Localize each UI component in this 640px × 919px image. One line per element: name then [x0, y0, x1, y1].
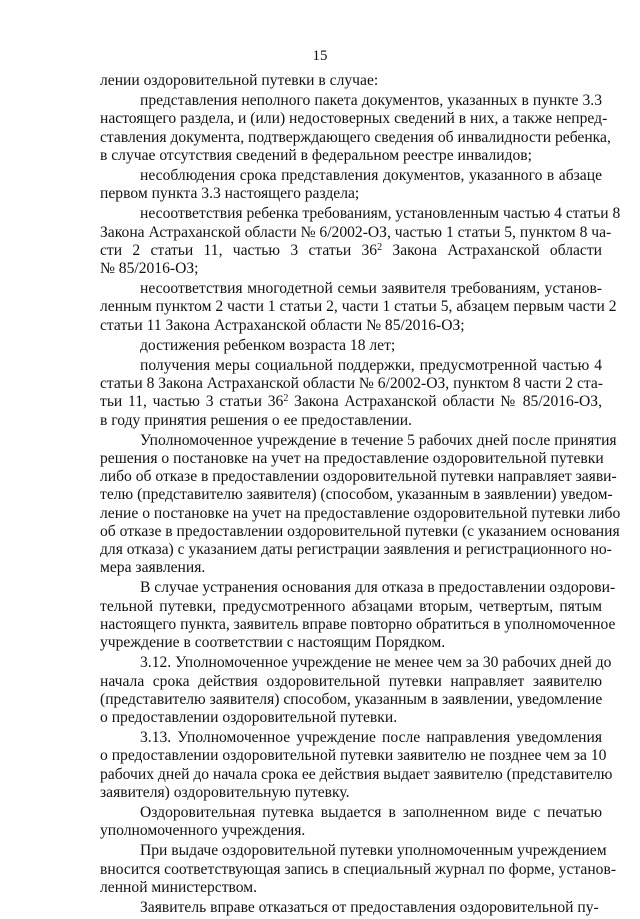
paragraph — [100, 167, 602, 203]
paragraph — [100, 729, 613, 802]
paragraph — [100, 579, 616, 652]
text-line: ставления документа, подтверждающего сведения об инвалидности ребенка, — [100, 128, 611, 146]
text-line: начала срока действия оздоровительной путевки направляет заявителю — [100, 672, 602, 690]
text-line: настоящего раздела, и (или) недостоверных сведений в них, а также непред- — [100, 110, 608, 128]
text-line: настоящего пункта, заявитель вправе повторно обратиться в уполномоченное — [100, 615, 616, 633]
text-line: об отказе в предоставлении оздоровительной путевки (с указанием основания — [100, 522, 620, 540]
text-line: рабочих дней до начала срока ее действия выдает заявителю (представителю — [100, 765, 613, 783]
paragraph — [100, 654, 612, 727]
text-line: представления неполного пакета документов, указанных в пункте 3.3 — [140, 92, 602, 110]
text-line: Заявитель вправе отказаться от предоставления оздоровительной пу- — [140, 898, 599, 916]
text-line: В случае устранения основания для отказа в предоставлении оздорови- — [140, 579, 616, 597]
text-line: № 85/2016-ОЗ; — [100, 260, 199, 278]
text-line: получения меры социальной поддержки, предусмотренной частью 4 — [140, 357, 602, 375]
text-line: в случае отсутствия сведений в федеральном реестре инвалидов; — [100, 146, 532, 164]
text-line: уполномоченного учреждения. — [100, 822, 306, 840]
paragraph — [100, 357, 602, 430]
text-line: При выдаче оздоровительной путевки уполномоченным учреждением — [140, 842, 607, 860]
paragraph — [100, 92, 611, 165]
text-line: ление о постановке на учет на предоставление оздоровительной путевки либо — [100, 504, 621, 522]
text-line: лении оздоровительной путевки в случае: — [100, 72, 379, 89]
text-line: о предоставлении оздоровительной путевки. — [100, 708, 398, 726]
text-line: либо об отказе в предоставлении оздоровительной путевки направляет заяви- — [100, 468, 617, 486]
text-line: ленной министерством. — [100, 878, 258, 896]
text-line: в году принятия решения о ее предоставлении. — [100, 411, 412, 429]
text-line: (представителю заявителя) способом, указанным в заявлении, уведомление — [100, 690, 603, 708]
paragraph — [100, 431, 621, 578]
paragraph — [100, 337, 602, 355]
text-line: тьи 11, частью 3 статьи $36^2$ Закона Астраханской области № 85/2016-ОЗ, — [100, 393, 603, 411]
paragraph — [100, 205, 621, 278]
text-line: достижения ребенком возраста 18 лет; — [140, 336, 396, 354]
paragraph — [100, 72, 602, 90]
text-line: вносится соответствующая запись в специальный журнал по форме, установ- — [100, 860, 617, 878]
text-line: 3.12. Уполномоченное учреждение не менее чем за 30 рабочих дней до — [140, 654, 612, 672]
paragraph — [100, 804, 602, 840]
text-line: ленным пунктом 2 части 1 статьи 2, части 1 статьи 5, абзацем первым части 2 — [100, 298, 617, 316]
text-line: Оздоровительная путевка выдается в заполненном виде с печатью — [140, 803, 602, 821]
page-number: 15 — [312, 48, 328, 64]
text-line: о предоставлении оздоровительной путевки заявителю не позднее чем за 10 — [100, 747, 607, 765]
text-line: телю (представителю заявителя) (способом, указанным в заявлении) уведом- — [100, 486, 613, 504]
text-line: тельной путевки, предусмотренного абзацами вторым, четвертым, пятым — [100, 597, 602, 615]
text-line: сти 2 статьи 11, частью 3 статьи $36^2$ Закона Астраханской области — [100, 241, 602, 259]
text-line: заявителя) оздоровительную путевку. — [100, 783, 350, 801]
text-line: для отказа) с указанием даты регистрации заявления и регистрационного но- — [100, 541, 612, 559]
text-line: решения о постановке на учет на предоставление оздоровительной путевки — [100, 450, 604, 468]
paragraph — [100, 280, 617, 335]
document-body — [100, 72, 621, 919]
text-line: статьи 11 Закона Астраханской области № 85/2016-ОЗ; — [100, 316, 465, 334]
text-line: мера заявления. — [100, 559, 206, 577]
text-line: несоответствия ребенка требованиям, установленным частью 4 статьи 8 — [140, 205, 621, 223]
paragraph — [100, 899, 602, 917]
text-line: учреждение в соответствии с настоящим Порядком. — [100, 634, 446, 652]
text-line: Уполномоченное учреждение в течение 5 рабочих дней после принятия — [140, 431, 617, 449]
text-line: несоответствия многодетной семьи заявителя требованиям, установ- — [140, 280, 602, 298]
text-line: статьи 8 Закона Астраханской области № 6/2002-ОЗ, пунктом 8 части 2 ста- — [100, 375, 603, 393]
text-line: несоблюдения срока представления документов, указанного в абзаце — [140, 167, 602, 185]
text-line: Закона Астраханской области № 6/2002-ОЗ, частью 1 статьи 5, пунктом 8 ча- — [100, 223, 612, 241]
text-line: первом пункта 3.3 настоящего раздела; — [100, 185, 360, 203]
text-line: 3.13. Уполномоченное учреждение после направления уведомления — [140, 729, 602, 747]
paragraph — [100, 842, 617, 897]
